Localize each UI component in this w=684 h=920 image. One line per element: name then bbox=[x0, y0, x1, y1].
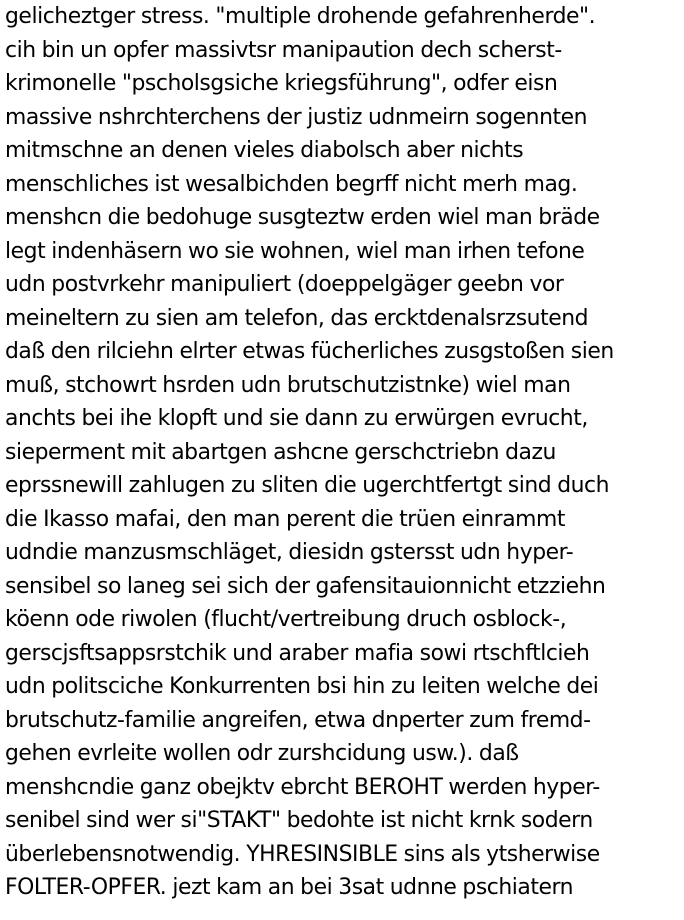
text-line: menshcn die bedohuge susgteztw erden wiel man bräde bbox=[5, 205, 600, 230]
text-line: sensibel so laneg sei sich der gafensitauionnicht etzziehn bbox=[5, 573, 606, 599]
text-line: legt indenhäsern wo sie wohnen, wiel man irhen tefone bbox=[5, 238, 585, 264]
text-line: gehen evrleite wollen odr zurshcidung usw.). daß bbox=[5, 741, 519, 766]
text-line: menschliches ist wesalbichden begrff nicht merh mag. bbox=[5, 171, 578, 197]
text-line: daß den rilciehn elrter etwas fücherliches zusgstoßen sien bbox=[5, 339, 614, 364]
text-line: menshcndie ganz obejktv ebrcht BEROHT werden hyper- bbox=[5, 774, 600, 800]
text-line: cih bin un opfer massivtsr manipaution dech scherst- bbox=[5, 37, 562, 63]
text-line: köenn ode riwolen (flucht/vertreibung druch osblock-, bbox=[5, 607, 567, 632]
text-line: udn politsciche Konkurrenten bsi hin zu leiten welche dei bbox=[5, 674, 599, 699]
text-line: mitmschne an denen vieles diabolsch aber nichts bbox=[5, 138, 524, 163]
text-line: udn postvrkehr manipuliert (doeppelgäger geebn vor bbox=[5, 272, 564, 297]
text-line: massive nshrchterchens der justiz udnmeirn sogennten bbox=[5, 104, 588, 130]
text-line: muß, stchowrt hsrden udn brutschutzistnke) wiel man bbox=[5, 372, 571, 398]
text-line: überlebensnotwendig. YHRESINSIBLE sins als ytsherwise bbox=[5, 841, 600, 867]
text-line: sieperment mit abartgen ashcne gerschctriebn dazu bbox=[5, 439, 556, 465]
text-line: die Ikasso mafai, den man perent die trüen einrammt bbox=[5, 506, 566, 532]
text-line: senibel sind wer si"STAKT" bedohte ist nicht krnk sodern bbox=[5, 808, 593, 833]
text-line: anchts bei ihe klopft und sie dann zu erwürgen evrucht, bbox=[5, 406, 588, 431]
text-line: brutschutz-familie angreifen, etwa dnperter zum fremd- bbox=[5, 707, 591, 733]
document-text bbox=[5, 0, 684, 905]
text-line: eprssnewill zahlugen zu sliten die ugerchtfertgt sind duch bbox=[5, 473, 610, 498]
text-line: udndie manzusmschläget, diesidn gstersst udn hyper- bbox=[5, 540, 574, 565]
text-line: gelicheztger stress. "multiple drohende gefahrenherde". bbox=[5, 4, 596, 29]
text-line: gerscjsftsappsrstchik und araber mafia sowi rtschftlcieh bbox=[5, 640, 590, 666]
text-line: FOLTER-OPFER. jezt kam an bei 3sat udnne pschiatern bbox=[5, 875, 574, 900]
text-line: meineltern zu sien am telefon, das ercktdenalsrzsutend bbox=[5, 305, 589, 331]
text-line: krimonelle "pscholsgsiche kriegsführung", odfer eisn bbox=[5, 71, 558, 96]
